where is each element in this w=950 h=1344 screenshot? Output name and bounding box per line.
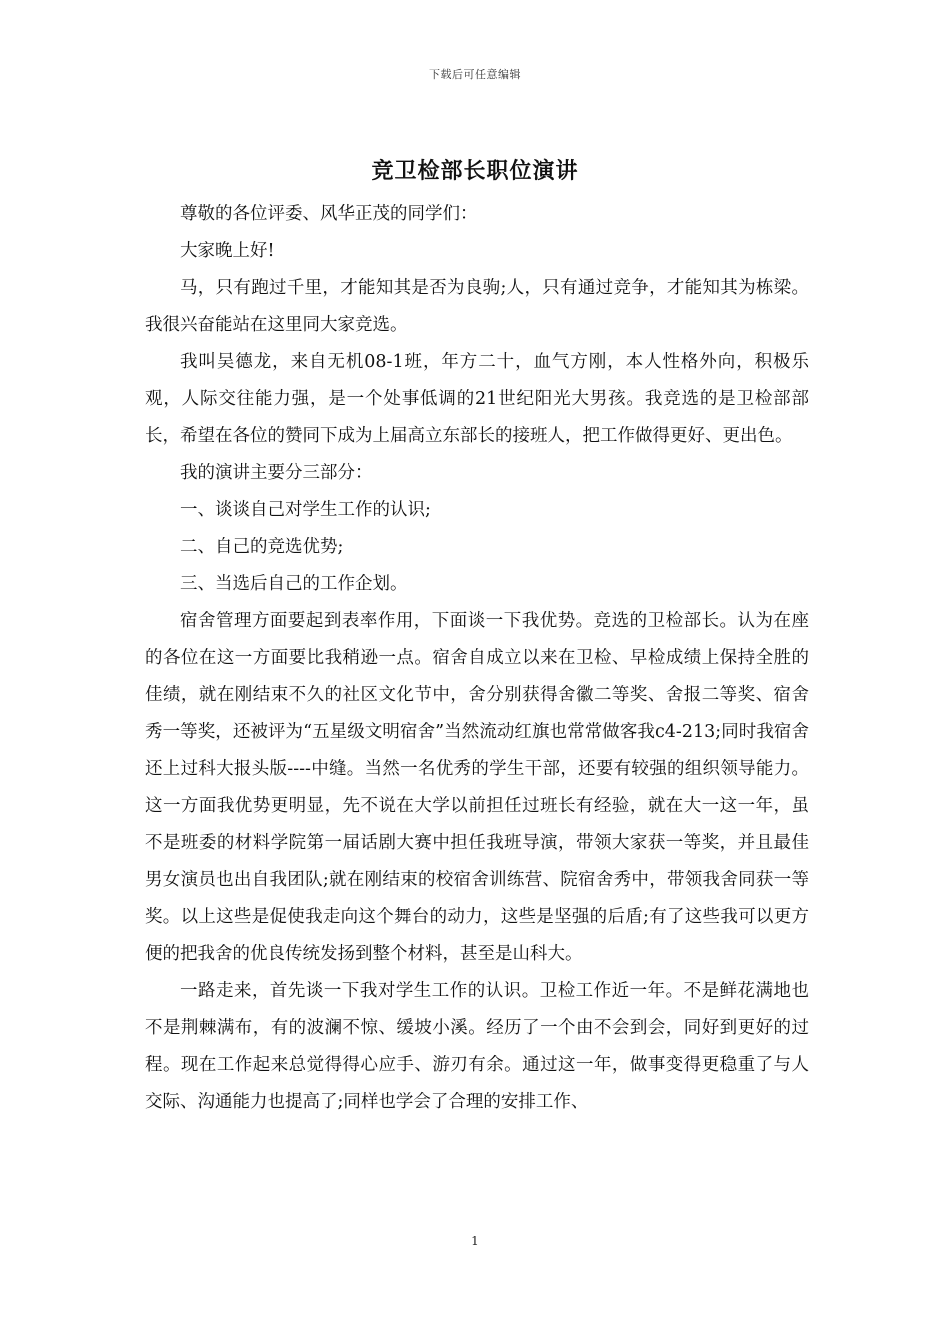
document-title: 竞卫检部长职位演讲 xyxy=(371,158,579,184)
paragraph-introduction: 我叫吴德龙，来自无机08-1班，年方二十，血气方刚，本人性格外向，积极乐观，人际交往能力强，是一个处事低调的21世纪阳光大男孩。我竞选的是卫检部部长，希望在各位的赞同下成为上届高立东部长的接班人，把工作做得更好、更出色。 xyxy=(145,352,809,446)
paragraph-opening: 马，只有跑过千里，才能知其是否为良驹;人，只有通过竞争，才能知其为栋梁。我很兴奋能站在这里同大家竞选。 xyxy=(145,278,809,335)
header-note: 下载后可任意编辑 xyxy=(429,68,521,81)
paragraph-outline-item-2: 二、自己的竞选优势; xyxy=(180,537,344,557)
paragraph-outline-intro: 我的演讲主要分三部分： xyxy=(180,463,373,483)
page-number: 1 xyxy=(471,1234,479,1248)
document-body xyxy=(145,196,809,1121)
paragraph-outline-item-3: 三、当选后自己的工作企划。 xyxy=(180,574,408,594)
paragraph-advantages: 宿舍管理方面要起到表率作用，下面谈一下我优势。竞选的卫检部长。认为在座的各位在这一方面要比我稍逊一点。宿舍自成立以来在卫检、早检成绩上保持全胜的佳绩，就在刚结束不久的社区文化节中，舍分别获得舍徽二等奖、舍报二等奖、宿舍秀一等奖，还被评为“五星级文明宿舍”当然流动红旗也常常做客我c4-213;同时我宿舍还上过科大报头版----中缝。当然一名优秀的学生干部，还要有较强的组织领导能力。这一方面我优势更明显，先不说在大学以前担任过班长有经验，就在大一这一年，虽不是班委的材料学院第一届话剧大赛中担任我班导演，带领大家获一等奖，并且最佳男女演员也出自我团队;就在刚结束的校宿舍训练营、院宿舍秀中，带领我舍同获一等奖。以上这些是促使我走向这个舞台的动力，这些是坚强的后盾;有了这些我可以更方便的把我舍的优良传统发扬到整个材料，甚至是山科大。 xyxy=(145,611,809,964)
paragraph-greeting: 大家晚上好! xyxy=(180,241,275,261)
paragraph-understanding: 一路走来，首先谈一下我对学生工作的认识。卫检工作近一年。不是鲜花满地也不是荆棘满布，有的波澜不惊、缓坡小溪。经历了一个由不会到会，同好到更好的过程。现在工作起来总觉得得心应手、游刃有余。通过这一年，做事变得更稳重了与人交际、沟通能力也提高了;同样也学会了合理的安排工作、 xyxy=(145,981,809,1112)
paragraph-salutation: 尊敬的各位评委、风华正茂的同学们： xyxy=(180,204,478,224)
paragraph-outline-item-1: 一、谈谈自己对学生工作的认识; xyxy=(180,500,431,520)
